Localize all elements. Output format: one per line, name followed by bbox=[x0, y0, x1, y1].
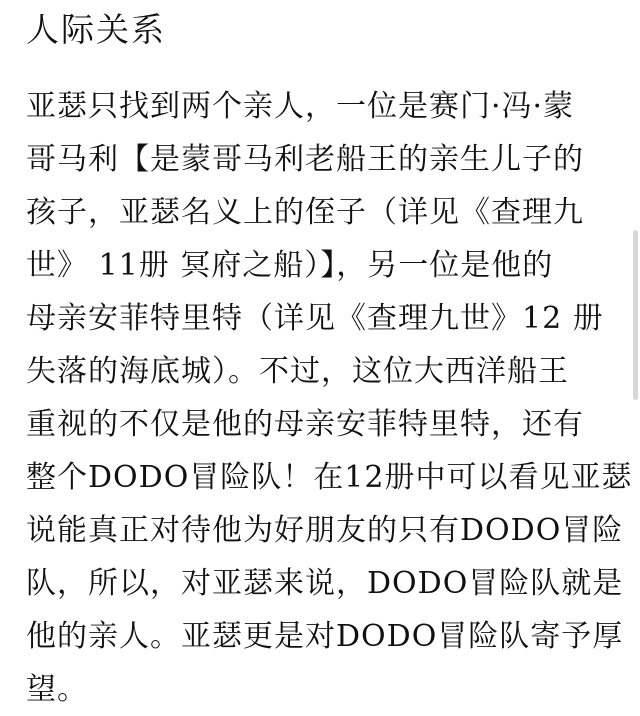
text-line: 母亲安菲特里特（详见《查理九世》12 册 bbox=[26, 301, 604, 336]
text-line: 队，所以，对亚瑟来说，DODO冒险队就是 bbox=[26, 566, 624, 601]
text-line: 亚瑟只找到两个亲人，一位是赛门·冯·蒙 bbox=[26, 89, 575, 124]
text-line: 望。 bbox=[26, 672, 88, 707]
text-line: 世》 11册 冥府之船）】，另一位是他的 bbox=[26, 248, 554, 283]
text-line: 重视的不仅是他的母亲安菲特里特，还有 bbox=[26, 407, 584, 442]
text-line: 他的亲人。亚瑟更是对DODO冒险队寄予厚 bbox=[26, 619, 624, 654]
text-line: 孩子，亚瑟名义上的侄子（详见《查理九 bbox=[26, 195, 584, 230]
text-line: 哥马利【是蒙哥马利老船王的亲生儿子的 bbox=[26, 142, 584, 177]
text-line: 整个DODO冒险队！在12册中可以看见亚瑟 bbox=[26, 460, 633, 495]
text-line: 失落的海底城）。不过，这位大西洋船王 bbox=[26, 354, 569, 389]
section-heading: 人际关系 bbox=[26, 10, 166, 49]
text-line: 说能真正对待他为好朋友的只有DODO冒险 bbox=[26, 513, 624, 548]
article-body bbox=[26, 80, 633, 716]
scrollbar[interactable] bbox=[633, 230, 638, 400]
